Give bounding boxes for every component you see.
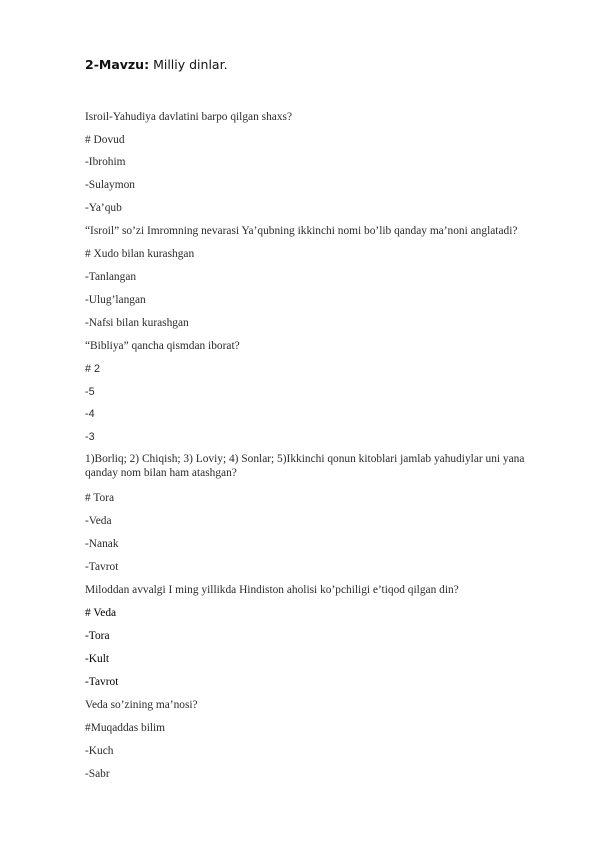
answer-option: -Sulaymon [85,179,135,191]
answer-option: -Tanlangan [85,271,137,283]
question-6: Veda so’zining ma’nosi? [85,699,198,711]
answer-correct-4: # Tora [85,492,115,504]
answer-option: -Kuch [85,745,114,757]
question-4: 1)Borliq; 2) Chiqish; 3) Loviy; 4) Sonlar; 5)Ikkinchi qonun kitoblari jamlab yahudiylar uni yana qanday nom bilan ham atashgan? [85,453,525,479]
answer-correct-5: # Veda [85,607,117,619]
answer-correct-6: #Muqaddas bilim [85,722,166,734]
answer-option: -Ibrohim [85,156,126,168]
answer-option: -Veda [85,515,112,527]
answer-correct-1: # Dovud [85,134,125,146]
title-text: Milliy dinlar. [149,57,228,72]
title-prefix: 2-Mavzu: [85,57,150,72]
answer-option: -Nafsi bilan kurashgan [85,317,189,329]
question-2: “Isroil” so’zi Imromning nevarasi Ya’qubning ikkinchi nomi bo’lib qanday ma’noni anglatadi? [85,225,518,237]
answer-option: -Ulug’langan [85,294,146,306]
answer-option: -5 [85,386,95,398]
answer-correct-2: # Xudo bilan kurashgan [85,248,195,260]
page-title [85,57,228,72]
answer-correct-3: # 2 [85,363,101,375]
answer-option: -Tavrot [85,561,119,573]
answer-option: -Tavrot [85,676,119,688]
answer-option: -Kult [85,653,110,665]
question-5: Miloddan avvalgi I ming yillikda Hindiston aholisi ko’pchiligi e’tiqod qilgan din? [85,584,459,596]
answer-option: -4 [85,408,95,420]
answer-option: -Ya’qub [85,202,122,214]
answer-option: -Nanak [85,538,119,550]
answer-option: -Sabr [85,768,110,780]
answer-option: -Tora [85,630,110,642]
question-1: Isroil-Yahudiya davlatini barpo qilgan shaxs? [85,111,292,123]
answer-option: -3 [85,431,95,443]
question-3: “Bibliya” qancha qismdan iborat? [85,340,240,352]
